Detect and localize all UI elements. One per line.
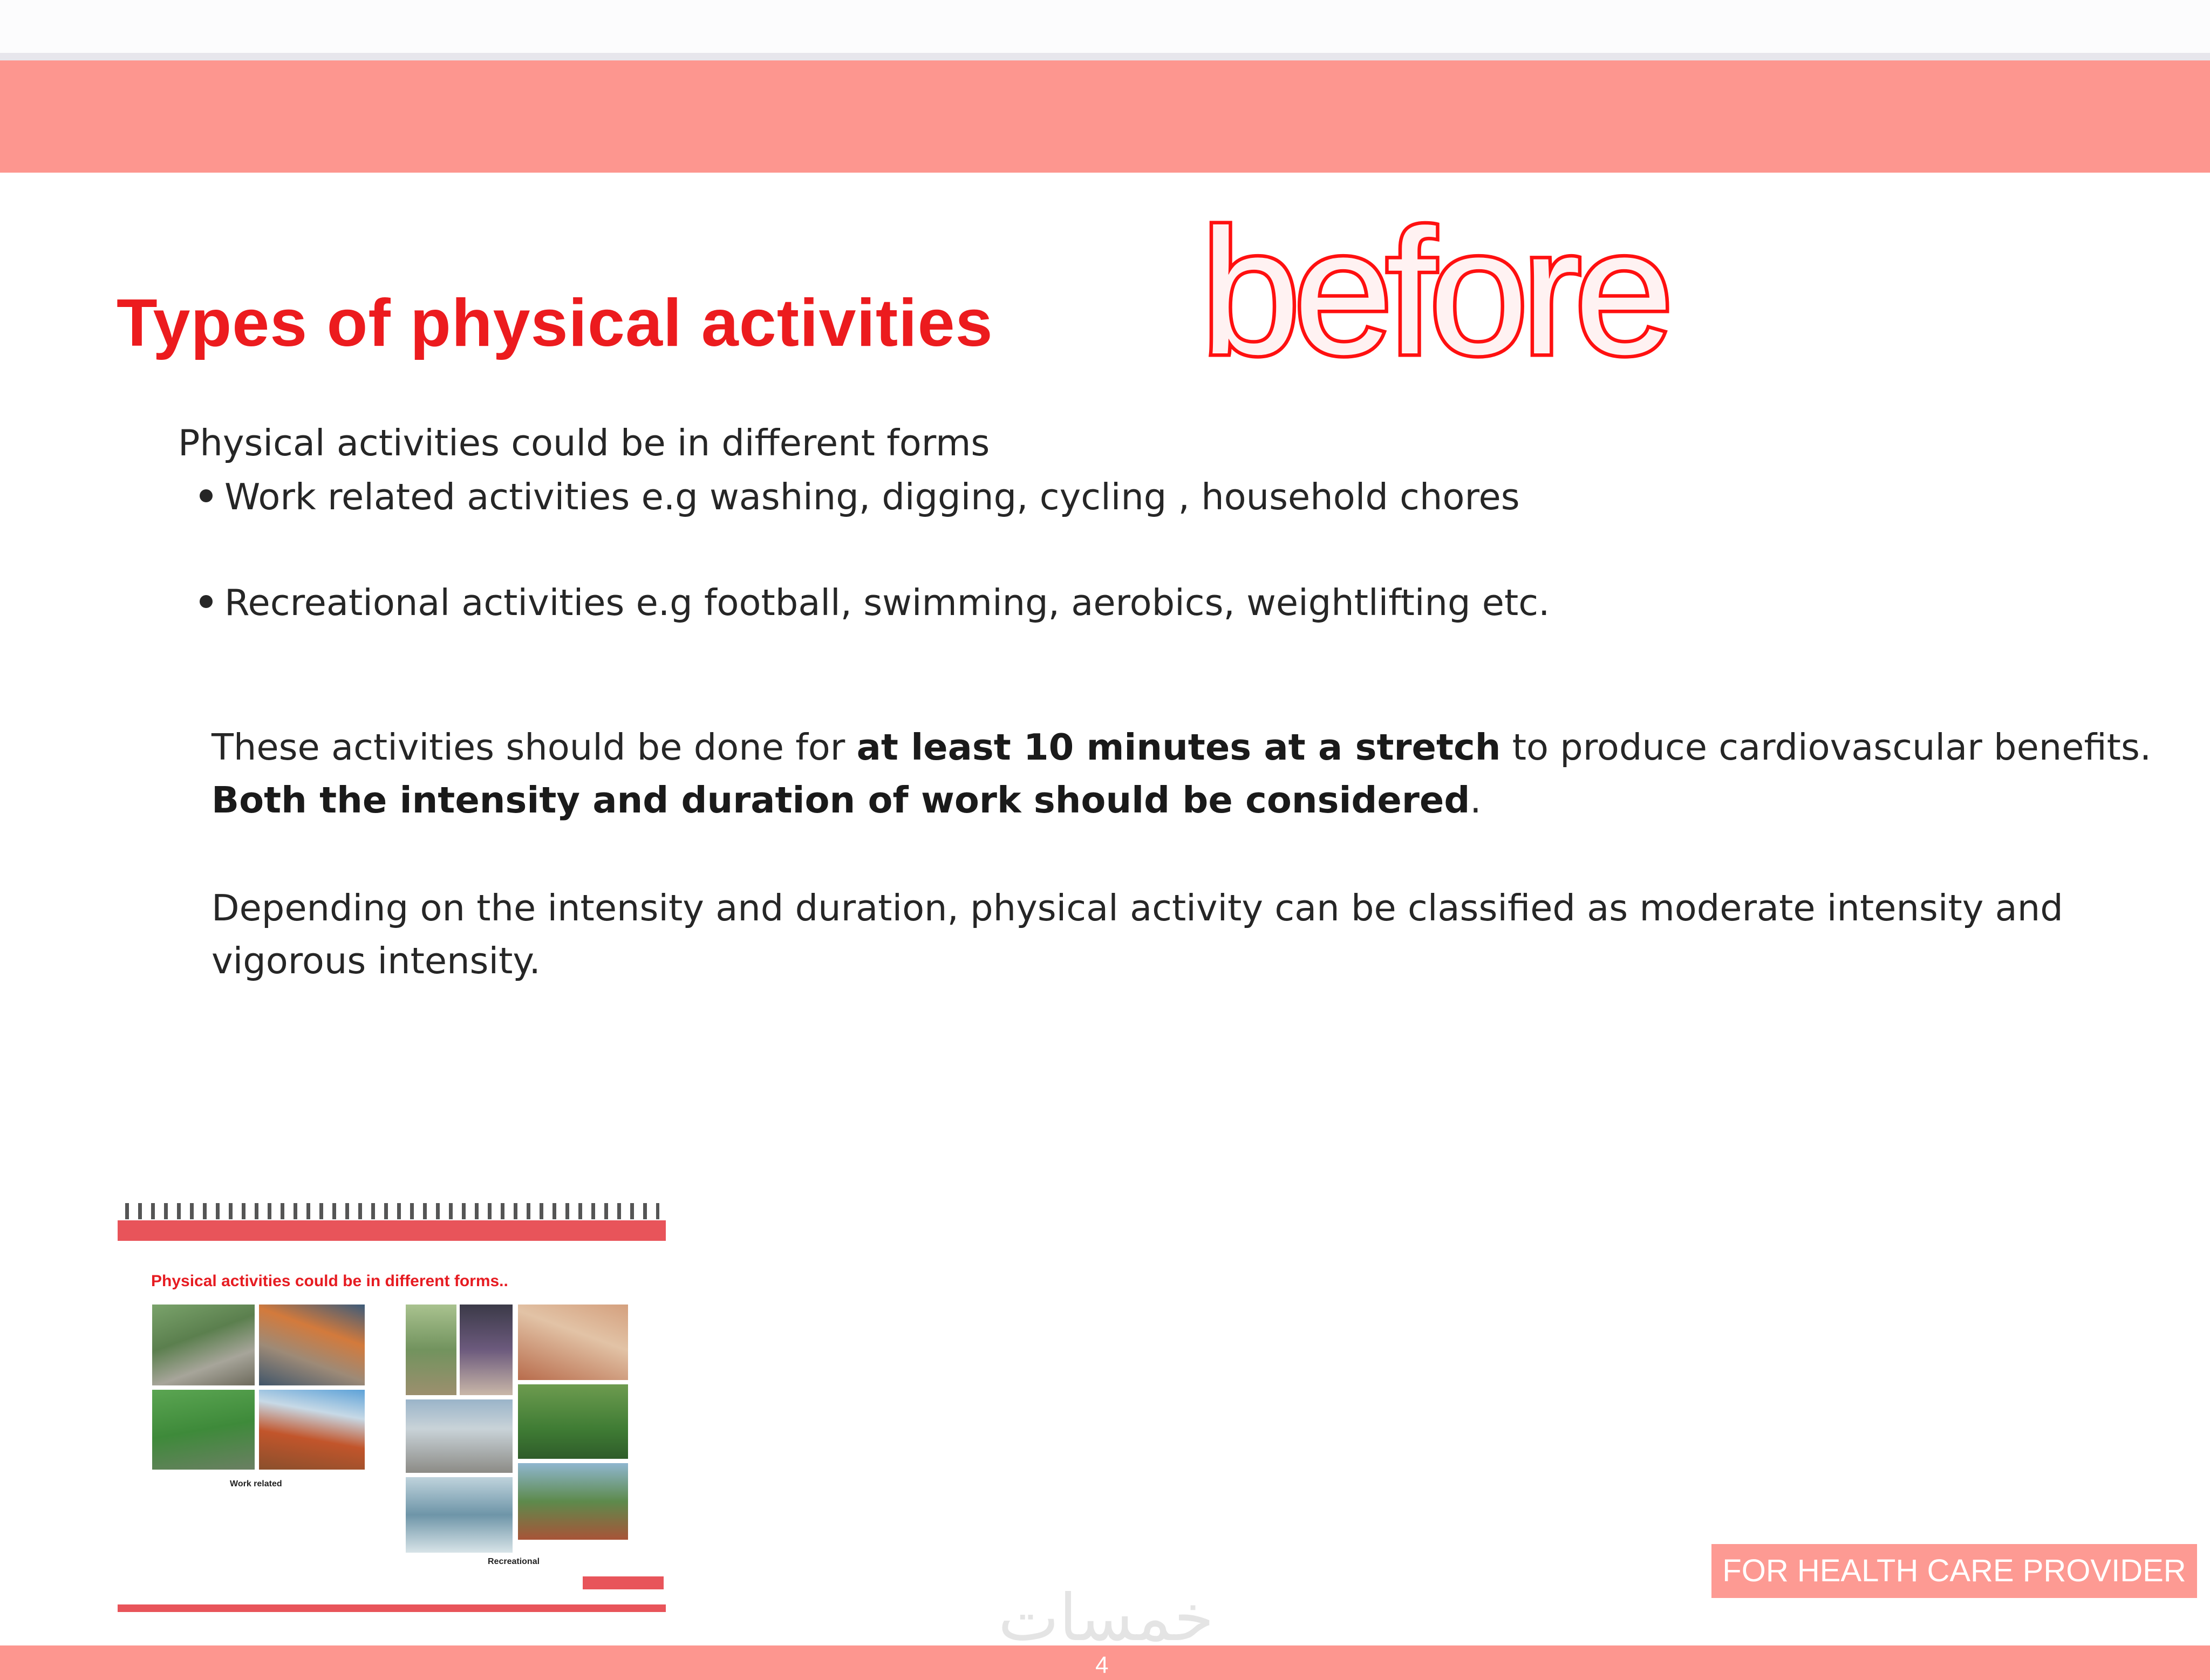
page-number: 4 xyxy=(1095,1652,1109,1678)
photo-digging xyxy=(259,1390,365,1470)
photo-cricket xyxy=(518,1463,628,1540)
bullet-dot xyxy=(200,595,213,608)
photo-beach xyxy=(406,1399,513,1473)
para1-post: to produce cardiovascular benefits. xyxy=(1500,726,2152,768)
caption-recreational: Recreational xyxy=(488,1557,540,1566)
photo-football xyxy=(518,1384,628,1459)
para1-pre: These activities should be done for xyxy=(212,726,857,768)
slide-title: Types of physical activities xyxy=(117,286,993,360)
photo-swimming xyxy=(406,1477,513,1553)
bullet-work-text: Work related activities e.g washing, digging, cycling , household chores xyxy=(224,476,1520,518)
bullet-recreational xyxy=(200,582,1550,624)
thumbnail-header-band xyxy=(118,1220,666,1241)
photo-field-work xyxy=(152,1390,255,1470)
classification-paragraph xyxy=(212,882,2063,987)
para1-bold: at least 10 minutes at a stretch xyxy=(856,726,1501,768)
caption-work-related: Work related xyxy=(230,1479,282,1488)
duration-paragraph xyxy=(212,721,2151,827)
intro-text: Physical activities could be in different forms xyxy=(178,422,990,464)
photo-walking-group xyxy=(152,1305,255,1385)
thumbnail-title: Physical activities could be in different forms.. xyxy=(151,1272,508,1290)
photo-washing-clothes xyxy=(259,1305,365,1385)
provider-label: FOR HEALTH CARE PROVIDER xyxy=(1711,1544,2197,1598)
para1-line2-bold: Both the intensity and duration of work should be considered xyxy=(212,779,1470,821)
spiral-binding xyxy=(125,1203,659,1219)
thumbnail-footer-band xyxy=(118,1604,666,1612)
watermark-logo: خمسات xyxy=(998,1581,1215,1656)
bullet-recreational-text: Recreational activities e.g football, swimming, aerobics, weightlifting etc. xyxy=(224,582,1550,624)
photo-aerobics xyxy=(518,1305,628,1380)
bullet-work xyxy=(200,476,1520,518)
bullet-dot xyxy=(200,489,213,502)
top-edge xyxy=(0,0,2210,60)
para2-line1: Depending on the intensity and duration, physical activity can be classified as moderate intensity and xyxy=(212,887,2063,929)
photo-running xyxy=(406,1305,456,1395)
photo-dancer xyxy=(460,1305,513,1395)
slide-thumbnail xyxy=(118,1203,666,1616)
para1-line2-end: . xyxy=(1470,779,1482,821)
header-band xyxy=(0,60,2210,173)
before-stamp: before xyxy=(1201,192,1667,391)
thumbnail-provider-badge xyxy=(583,1576,664,1589)
para2-line2: vigorous intensity. xyxy=(212,940,541,982)
